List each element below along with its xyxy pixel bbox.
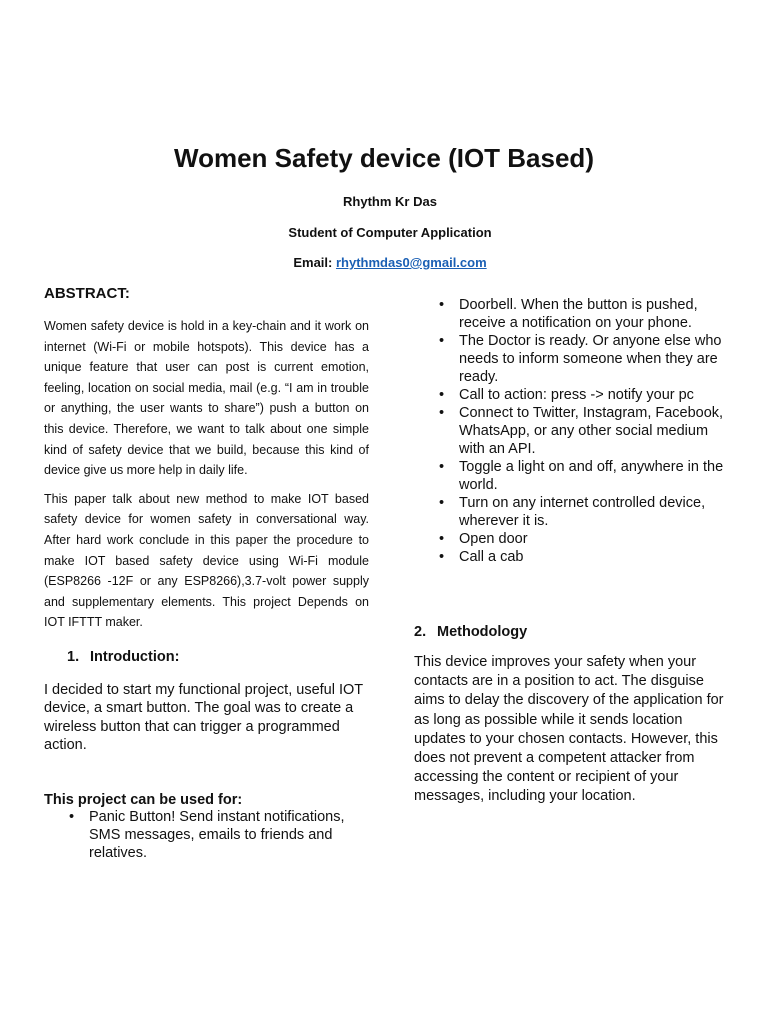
abstract-paragraph-2: This paper talk about new method to make IOT based safety device for women safety in conversational way. After hard work conclude in this paper the procedure to make IOT based safety device using Wi-Fi module (ESP8266 -12F or any ESP8266),3.7-volt power supply and supplementary elements. This project Depends on IOT IFTTT maker.	[44, 491, 369, 630]
abstract-paragraph-1: Women safety device is hold in a key-chain and it work on internet (Wi-Fi or mobile hotspots). This device has a unique feature that user can post is current emotion, feeling, location on social media, mail (e.g. “I am in trouble or anything, the user wants to share”) push a button on this device. Therefore, we want to talk about one simple kind of safety device that we build, because this kind of device give us more help in daily life.	[44, 319, 369, 478]
right-column	[414, 296, 730, 807]
list-item	[414, 386, 730, 404]
paper-title: Women Safety device (IOT Based)	[174, 143, 594, 173]
list-item-text: Call a cab	[459, 549, 524, 565]
methodology-title: Methodology	[437, 624, 528, 640]
bullet-glyph: •	[439, 495, 445, 511]
introduction-number: 1.	[67, 648, 80, 665]
list-item	[414, 548, 730, 566]
list-item	[414, 404, 730, 458]
list-item	[414, 458, 730, 494]
list-item-text: Toggle a light on and off, anywhere in the world.	[459, 459, 724, 493]
list-item	[414, 494, 730, 530]
bullet-glyph: •	[439, 333, 445, 349]
list-item-text: Doorbell. When the button is pushed, receive a notification on your phone.	[459, 297, 698, 331]
list-item-text: Open door	[459, 531, 528, 547]
introduction-text: I decided to start my functional project, useful IOT device, a smart button. The goal was to create a wireless button that can trigger a programmed action.	[44, 681, 363, 753]
list-item	[414, 530, 730, 548]
bullet-glyph: •	[439, 531, 445, 547]
uses-list-left	[44, 808, 369, 862]
email-label: Email:	[293, 255, 333, 270]
methodology-number: 2.	[414, 624, 427, 640]
author-name: Rhythm Kr Das	[343, 194, 437, 209]
list-item-text: Panic Button! Send instant notifications, SMS messages, emails to friends and relatives.	[89, 809, 345, 862]
bullet-glyph: •	[69, 809, 75, 826]
list-item	[44, 808, 369, 862]
list-item	[414, 332, 730, 386]
list-item	[414, 296, 730, 332]
bullet-glyph: •	[439, 387, 445, 403]
bullet-glyph: •	[439, 549, 445, 565]
introduction-heading	[67, 649, 369, 665]
list-item-text: Turn on any internet controlled device, wherever it is.	[459, 495, 706, 529]
methodology-heading	[414, 624, 730, 640]
uses-list-right	[414, 296, 730, 566]
introduction-title: Introduction:	[90, 648, 180, 665]
list-item-text: The Doctor is ready. Or anyone else who needs to inform someone when they are ready.	[459, 333, 722, 385]
methodology-text: This device improves your safety when your contacts are in a position to act. The disguise aims to delay the discovery of the application for as long as possible while it sends location updates to your chosen contacts. However, this does not prevent a competent attacker from accessing the content or recipient of your messages, including your location.	[414, 654, 724, 805]
email-link[interactable]: rhythmdas0@gmail.com	[335, 255, 487, 270]
list-item-text: Connect to Twitter, Instagram, Facebook, WhatsApp, or any other social medium with an API.	[459, 405, 724, 457]
author-email-line	[0, 255, 768, 270]
left-column	[44, 285, 369, 862]
bullet-glyph: •	[439, 459, 445, 475]
bullet-glyph: •	[439, 297, 445, 313]
author-affiliation: Student of Computer Application	[288, 225, 492, 240]
bullet-glyph: •	[439, 405, 445, 421]
abstract-heading: ABSTRACT:	[44, 285, 130, 302]
list-item-text: Call to action: press -> notify your pc	[459, 387, 694, 403]
uses-heading: This project can be used for:	[44, 792, 243, 809]
